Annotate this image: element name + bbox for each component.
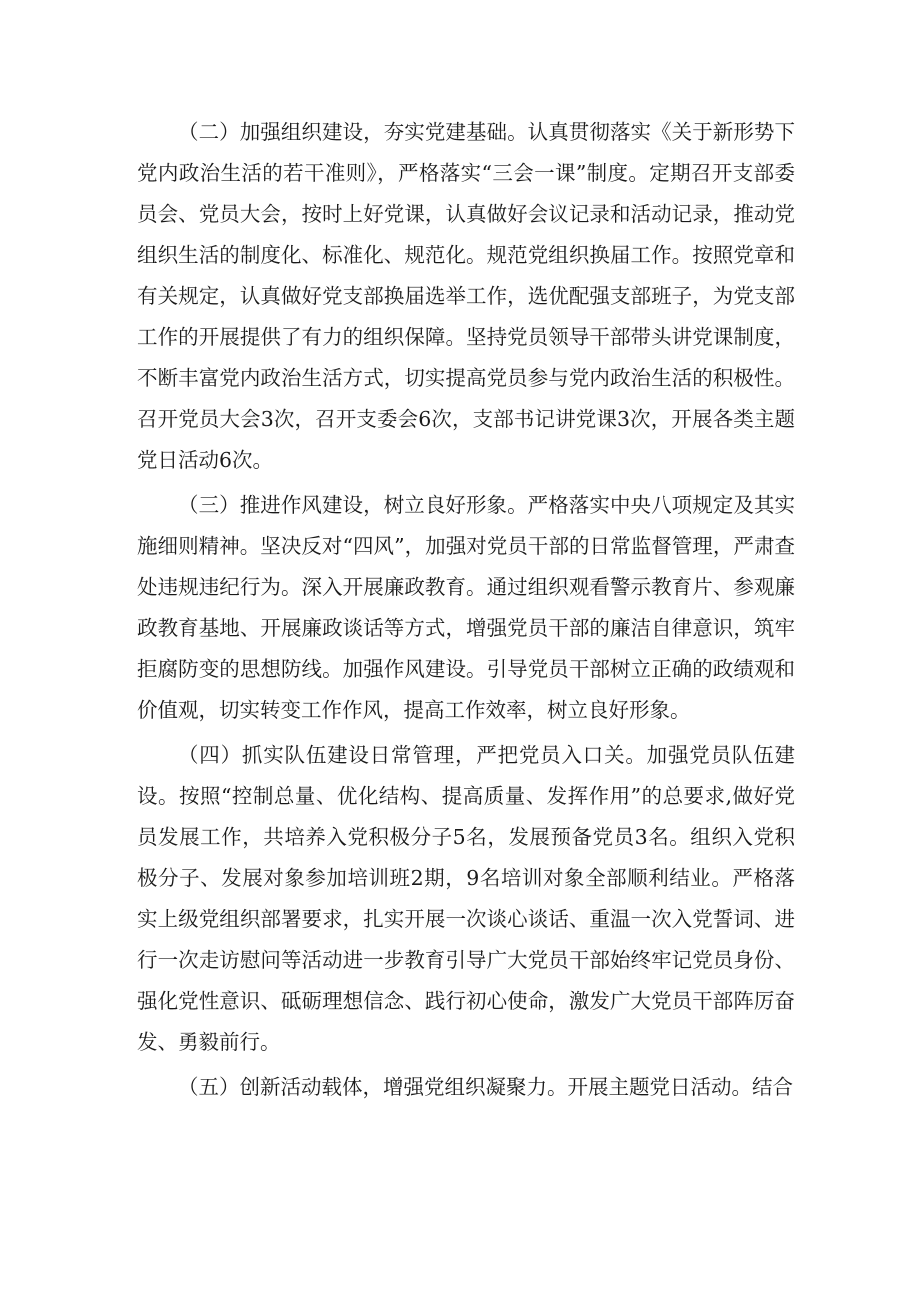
document-body (137, 112, 795, 1112)
paragraph-work-style-building: （三）推进作风建设，树立良好形象。严格落实中央八项规定及其实施细则精神。坚决反对“四风”，加强对党员干部的日常监督管理，严肃查处违规违纪行为。深入开展廉政教育。通过组织观看警示教育片、参观廉政教育基地、开展廉政谈话等方式，增强党员干部的廉洁自律意识，筑牢拒腐防变的思想防线。加强作风建设。引导党员干部树立正确的政绩观和价值观，切实转变工作作风，提高工作效率，树立良好形象。 (137, 493, 795, 722)
paragraph-organization-building: （二）加强组织建设，夯实党建基础。认真贯彻落实《关于新形势下党内政治生活的若干准则》，严格落实“三会一课”制度。定期召开支部委员会、党员大会，按时上好党课，认真做好会议记录和活动记录，推动党组织生活的制度化、标准化、规范化。规范党组织换届工作。按照党章和有关规定，认真做好党支部换届选举工作，选优配强支部班子，为党支部工作的开展提供了有力的组织保障。坚持党员领导干部带头讲党课制度，不断丰富党内政治生活方式，切实提高党员参与党内政治生活的积极性。召开党员大会3次，召开支委会6次，支部书记讲党课3次，开展各类主题党日活动6次。 (137, 120, 795, 472)
paragraph-activity-innovation: （五）创新活动载体，增强党组织凝聚力。开展主题党日活动。结合 (178, 1075, 793, 1099)
paragraph-team-building: （四）抓实队伍建设日常管理，严把党员入口关。加强党员队伍建设。按照“控制总量、优化结构、提高质量、发挥作用”的总要求,做好党员发展工作，共培养入党积极分子5名，发展预备党员3名。组织入党积极分子、发展对象参加培训班2期，9名培训对象全部顺利结业。严格落实上级党组织部署要求，扎实开展一次谈心谈话、重温一次入党誓词、进行一次走访慰问等活动进一步教育引导广大党员干部始终牢记党员身份、强化党性意识、砥砺理想信念、践行初心使命，激发广大党员干部阵厉奋发、勇毅前行。 (137, 743, 795, 1054)
